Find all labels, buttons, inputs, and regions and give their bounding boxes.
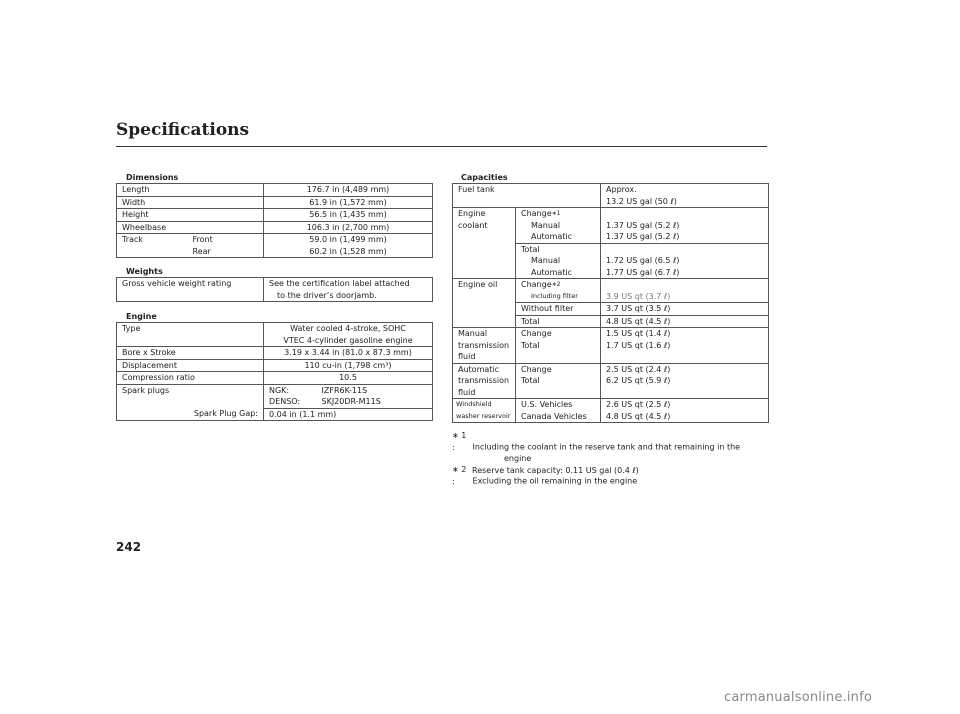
washer-labels: [516, 399, 601, 423]
dimensions-table: [116, 183, 433, 258]
row-label: Displacement: [117, 359, 264, 372]
coolant-manual-change: 1.37 US gal (5.2 ℓ): [606, 220, 680, 230]
plugs-values: [264, 384, 433, 421]
coolant-automatic-change: 1.37 US gal (5.2 ℓ): [606, 232, 680, 241]
ngk-label: NGK:: [269, 385, 290, 395]
at-change-value: 2.5 US qt (2.4 ℓ): [606, 364, 671, 374]
denso-value: SKJ20DR-M11S: [321, 397, 381, 406]
table-row: [117, 209, 433, 222]
ngk-value: IZFR6K-11S: [321, 385, 368, 395]
capacities-table: [452, 183, 769, 423]
track-front-label: Front: [192, 235, 213, 244]
row-label: Width: [117, 196, 264, 209]
at-label-line3: fluid: [458, 387, 476, 397]
oil-change-cell: [516, 279, 601, 303]
denso-label: DENSO:: [269, 397, 301, 406]
coolant-total-label: Total: [521, 244, 540, 254]
row-value: 176.7 in (4,489 mm): [264, 184, 433, 197]
row-value: [264, 323, 433, 347]
at-change-label: Change: [521, 364, 552, 374]
fuel-line1: Approx.: [606, 185, 637, 194]
oil-total-label: Total: [516, 315, 601, 328]
washer-ca-value: 4.8 US qt (4.5 ℓ): [606, 411, 671, 421]
track-label: Track: [122, 235, 143, 244]
type-line2: VTEC 4-cylinder gasoline engine: [283, 335, 413, 345]
washer-label: [453, 399, 516, 423]
mt-total-label: Total: [521, 340, 540, 350]
plugs-label-cell: [117, 384, 264, 421]
oil-without-value: 3.7 US qt (3.5 ℓ): [601, 303, 769, 316]
coolant-manual-label: Manual: [531, 256, 561, 265]
footnote-2: [452, 464, 637, 487]
coolant-automatic-label: Automatic: [531, 267, 573, 277]
gap-value: 0.04 in (1.1 mm): [264, 408, 432, 421]
mt-change-value: 1.5 US qt (1.4 ℓ): [606, 329, 671, 338]
footnote-mark: ∗1: [551, 210, 561, 217]
table-row: [453, 328, 769, 364]
row-label: Length: [117, 184, 264, 197]
footnote-2-text: Excluding the oil remaining in the engine: [472, 476, 638, 486]
washer-us-label: U.S. Vehicles: [521, 400, 573, 409]
coolant-total-values: [601, 243, 769, 279]
coolant-label-line1: Engine: [458, 209, 486, 218]
row-value: 110 cu-in (1,798 cm³): [264, 359, 433, 372]
coolant-automatic-label: Automatic: [531, 232, 573, 241]
coolant-total-cell: [516, 243, 601, 279]
track-rear-value: 60.2 in (1,528 mm): [309, 246, 387, 256]
gvwr-line1: See the certification label attached: [269, 279, 410, 288]
coolant-change-cell: [516, 208, 601, 244]
table-row: [453, 399, 769, 423]
track-rear-label: Rear: [192, 246, 211, 256]
washer-values: [601, 399, 769, 423]
engine-table: [116, 322, 433, 421]
oil-including-value: 3.9 US qt (3.7 ℓ): [606, 291, 671, 301]
at-label-line2: transmission: [458, 376, 510, 385]
title-rule: [116, 146, 767, 147]
table-row: [117, 372, 433, 385]
engine-heading: Engine: [126, 312, 157, 321]
row-label: Fuel tank: [453, 184, 601, 208]
row-value: 10.5: [264, 372, 433, 385]
row-value: 56.5 in (1,435 mm): [264, 209, 433, 222]
gvwr-line2: to the driver’s doorjamb.: [277, 290, 377, 300]
row-value: [601, 184, 769, 208]
row-value: 3.19 x 3.44 in (81.0 x 87.3 mm): [264, 347, 433, 360]
coolant-change-label: Change: [521, 209, 552, 218]
footnote-1-text: Including the coolant in the reserve tank and that remaining in the: [472, 442, 741, 452]
table-row: [117, 347, 433, 360]
table-row: [453, 208, 769, 244]
footnote-1-reserve: Reserve tank capacity: 0.11 US gal (0.4 ℓ): [472, 465, 639, 475]
row-label: Type: [117, 323, 264, 347]
watermark: carmanualsonline.info: [724, 690, 873, 705]
gap-label: Spark Plug Gap:: [193, 408, 258, 418]
washer-ca-label: Canada Vehicles: [521, 411, 587, 421]
coolant-manual-label: Manual: [531, 220, 561, 230]
row-value: [264, 278, 433, 302]
mt-label-line2: transmission: [458, 340, 510, 350]
row-label: Spark plugs: [122, 385, 170, 395]
footnote-mark: ∗2: [551, 281, 561, 288]
weights-heading: Weights: [126, 267, 163, 276]
mt-change-label: Change: [521, 329, 552, 338]
mt-label: [453, 328, 516, 364]
at-values: [601, 363, 769, 399]
weights-table: [116, 277, 433, 302]
mt-labels: [516, 328, 601, 364]
table-row: [117, 234, 433, 258]
mt-label-line3: fluid: [458, 352, 476, 361]
row-label: Height: [117, 209, 264, 222]
table-row: [117, 221, 433, 234]
washer-label-line1: Windshield: [456, 400, 492, 408]
table-row: [117, 359, 433, 372]
at-label-line1: Automatic: [458, 364, 500, 374]
type-line1: Water cooled 4-stroke, SOHC: [290, 324, 406, 333]
oil-label: Engine oil: [453, 279, 516, 328]
table-row: [117, 184, 433, 197]
track-front-value: 59.0 in (1,499 mm): [309, 235, 387, 244]
mt-values: [601, 328, 769, 364]
row-value: 61.9 in (1,572 mm): [264, 196, 433, 209]
at-label: [453, 363, 516, 399]
at-labels: [516, 363, 601, 399]
table-row: [117, 323, 433, 347]
coolant-change-values: [601, 208, 769, 244]
track-values: [264, 234, 433, 258]
at-total-label: Total: [521, 376, 540, 385]
washer-us-value: 2.6 US qt (2.5 ℓ): [606, 400, 671, 409]
at-total-value: 6.2 US qt (5.9 ℓ): [606, 376, 671, 385]
mt-label-line1: Manual: [458, 329, 488, 338]
table-row: [117, 384, 433, 421]
footnote-1-mark: ∗ 1 :: [452, 431, 467, 452]
oil-change-values: [601, 279, 769, 303]
table-row: [453, 363, 769, 399]
row-label: Bore x Stroke: [117, 347, 264, 360]
table-row: [453, 279, 769, 303]
oil-change-label: Change: [521, 280, 552, 289]
row-value: 106.3 in (2,700 mm): [264, 221, 433, 234]
capacities-heading: Capacities: [461, 173, 508, 182]
footnote-2-mark: ∗ 2 :: [452, 465, 467, 486]
table-row: [453, 184, 769, 208]
dimensions-heading: Dimensions: [126, 173, 179, 182]
oil-including-label: Including filter: [531, 291, 578, 300]
track-label-cell: [117, 234, 264, 258]
fuel-line2: 13.2 US gal (50 ℓ): [606, 196, 677, 206]
row-label: Compression ratio: [117, 372, 264, 385]
row-label: Wheelbase: [117, 221, 264, 234]
coolant-automatic-total: 1.77 US gal (6.7 ℓ): [606, 267, 680, 277]
table-row: [117, 278, 433, 302]
coolant-manual-total: 1.72 US gal (6.5 ℓ): [606, 256, 680, 265]
coolant-label: [453, 208, 516, 279]
page-number: 242: [116, 540, 142, 554]
table-row: [117, 196, 433, 209]
oil-total-value: 4.8 US qt (4.5 ℓ): [601, 315, 769, 328]
mt-total-value: 1.7 US qt (1.6 ℓ): [606, 340, 671, 350]
row-label: Gross vehicle weight rating: [117, 278, 264, 302]
coolant-label-line2: coolant: [458, 220, 488, 230]
washer-label-line2: washer reservoir: [456, 411, 511, 420]
page-title: Specifications: [116, 120, 250, 140]
oil-without-label: Without filter: [516, 303, 601, 316]
footnote-1-text2: engine: [504, 454, 532, 463]
